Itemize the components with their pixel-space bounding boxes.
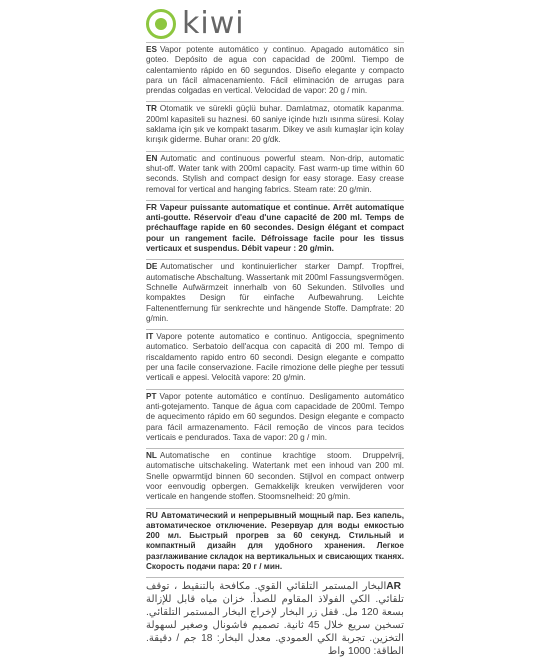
language-code: RU bbox=[146, 510, 158, 520]
language-code: DE bbox=[146, 262, 158, 272]
section-ru bbox=[146, 508, 404, 573]
kiwi-logo-icon bbox=[146, 9, 176, 39]
section-text: Vapor potente automático y continuo. Apagado automático sin goteo. Depósito de agua con capacidad de 200ml. Tiempo de calentamiento rápido en 60 segundos. Diseño elegante y compacto para un fácil almacenamiento. Fácil eliminación de arrugas para prendas colgadas en vertical. Velocidad de vapor: 20 g / min. bbox=[146, 45, 404, 96]
language-code: ES bbox=[146, 45, 157, 54]
language-code: EN bbox=[146, 153, 158, 163]
section-text: Otomatik ve sürekli güçlü buhar. Damlatmaz, otomatik kapanma. 200ml kapasiteli su haznesi. 60 saniye içinde hızlı ısınma süresi. Kolay saklama için şık ve kompakt tasarım. Dikey ve asılı kumaşlar için kolay kırışık giderme. Buhar oranı: 20 g/dk. bbox=[146, 104, 404, 145]
language-code: IT bbox=[146, 332, 154, 342]
section-text: Automatic and continuous powerful steam. Non-drip, automatic shut-off. Water tank with 200ml capacity. Fast warm-up time within 60 seconds. Stylish and compact design for easy storage. Easy crease removal for vertical and hanging fabrics. Steam rate: 20 g/min. bbox=[146, 153, 404, 194]
brand-name: kiwi bbox=[182, 6, 245, 41]
section-ar bbox=[146, 577, 404, 658]
section-text: Automatische en continue krachtige stoom. Druppelvrij, automatische uitschakeling. Watertank met een inhoud van 200 ml. Snelle opwarmtijd binnen 60 seconden. Stijlvol en compact ontwerp voor eenvoudig opbergen. Gemakkelijk kreuken verwijderen voor verticale en hangende stoffen. Stoomsnelheid: 20 g/min. bbox=[146, 451, 404, 502]
section-es bbox=[146, 42, 404, 96]
section-text: Automatischer und kontinuierlicher starker Dampf. Tropffrei, automatische Abschaltung. Wassertank mit 200ml Fassungsvermögen. Schnelle Aufwärmzeit innerhalb von 60 Sekunden. Stilvolles und kompaktes Design für einfache Aufbewahrung. Leichte Faltenentfernung für senkrechte und hängende Stoffe. Dampfrate: 20 g/min. bbox=[146, 262, 404, 323]
brand-logo bbox=[146, 6, 245, 42]
language-code: FR bbox=[146, 202, 157, 212]
section-nl bbox=[146, 448, 404, 502]
section-fr bbox=[146, 200, 404, 254]
section-de bbox=[146, 259, 404, 324]
language-code: NL bbox=[146, 451, 157, 461]
section-tr bbox=[146, 101, 404, 145]
section-text: Vapore potente automatico e continuo. Antigoccia, spegnimento automatico. Serbatoio dell'acqua con capacità di 200 ml. Tempo di riscaldamento rapido entro 60 secondi. Design elegante e compatto per una facile conservazione. Facile rimozione delle pieghe per tessuti verticali e appesi. Velocità vapore: 20 g/min. bbox=[146, 332, 404, 383]
section-en bbox=[146, 151, 404, 195]
section-text: Vapeur puissante automatique et continue. Arrêt automatique anti-goutte. Réservoir d'eau d'une capacité de 200 ml. Temps de préchauffage rapide en 60 secondes. Design élégant et compact pour un rangement facile. Défroissage facile pour les tissus verticaux et suspendus. Débit vapeur : 20 g/min. bbox=[146, 202, 404, 254]
section-text: البخار المستمر التلقائي القوي. مكافحة بالتنقيط ، توقف تلقائي. الكي الفولاذ المقاوم للصدأ. خزان مياه قابل للإزالة بسعة 120 مل. قفل زر البخار لإخراج البخار المستمر التلقائي. تسخين سريع خلال 45 ثانية. تصميم فاشونال وصغير لسهولة التخزين. تجربة الكي العمودي. معدل البخار: 18 جم / دقيقة. الطاقة: 1000 واط bbox=[146, 581, 404, 658]
section-text: Vapor potente automático e contínuo. Desligamento automático anti-gotejamento. Tanque de água com capacidade de 200ml. Tempo de aquecimento rápido em 60 segundos. Design elegante e compacto para fácil armazenamento. Fácil remoção de vincos para tecidos verticais e pendurados. Taxa de vapor: 20 g / min. bbox=[146, 391, 404, 442]
section-it bbox=[146, 329, 404, 383]
language-code: PT bbox=[146, 391, 157, 401]
product-description-column bbox=[146, 42, 404, 663]
section-pt bbox=[146, 389, 404, 443]
section-text: Автоматический и непрерывный мощный пар. Без капель, автоматическое отключение. Резервуар для воды емкостью 200 мл. Быстрый прогрев за 60 секунд. Стильный и компактный дизайн для удобного хранения. Легкое разглаживание складок на вертикальных и свисающих тканях. Скорость подачи пара: 20 г / мин. bbox=[146, 510, 404, 572]
language-code: TR bbox=[146, 104, 157, 114]
language-code: AR bbox=[386, 581, 401, 593]
